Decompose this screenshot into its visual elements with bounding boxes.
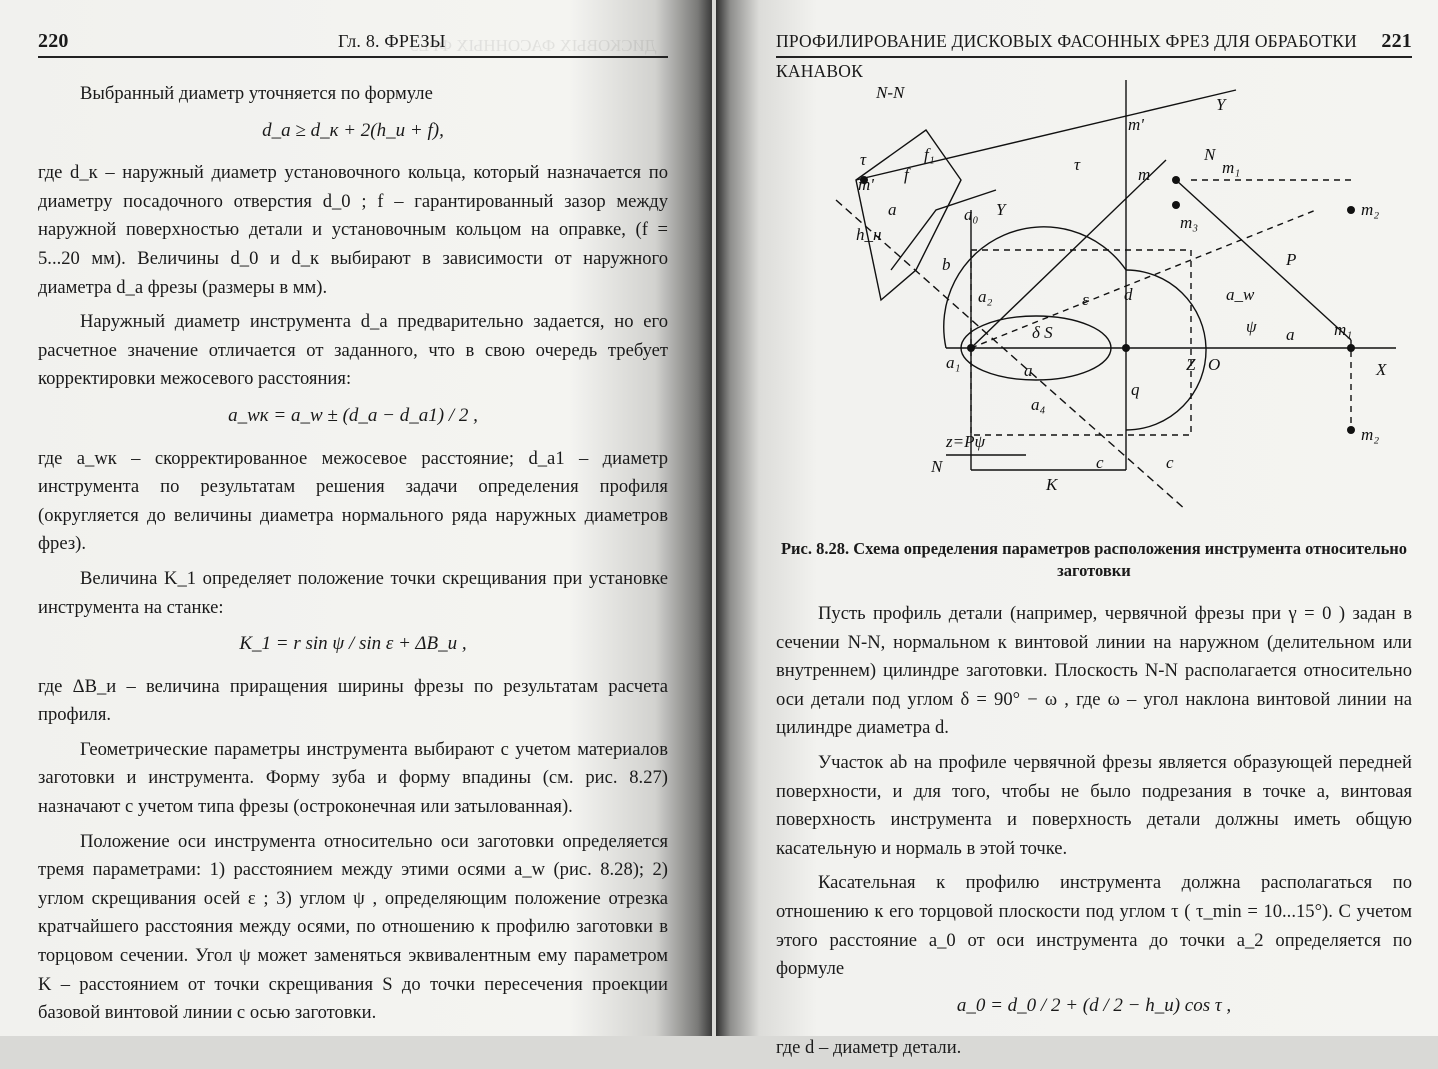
- label-m-prime-top: m': [1128, 115, 1144, 134]
- page-header: [776, 26, 1412, 81]
- tool-outline: [856, 130, 961, 300]
- paragraph: где d – диаметр детали.: [776, 1037, 962, 1059]
- formula: K_1 = r sin ψ / sin ε + ΔB_и ,: [239, 633, 467, 655]
- label-n-low: N: [931, 457, 943, 476]
- paragraph: где d_к – наружный диаметр установочного кольца, который назначается по диаметру посадочного отверстия d_0 ; f – гарантированный зазор между наружной поверхностью детали и установочным кольцом на оправке, (f = 5...20 мм). Величины d_0 и d_к выбирают в зависимости от наружного диаметра d_a фрезы (размеры в мм).: [38, 162, 668, 298]
- label-x: X: [1376, 360, 1387, 379]
- page-number: 220: [38, 30, 69, 52]
- label-d: d: [1124, 285, 1133, 304]
- paragraph: Пусть профиль детали (например, червячной фрезы при γ = 0 ) задан в сечении N-N, нормальном к винтовой линии на наружном (делительном или внутреннем) цилиндре заготовки. Плоскость N-N располагается относительно оси детали под углом δ = 90° − ω , где ω – угол наклона винтовой линии на цилиндре диаметра d.: [776, 603, 1412, 739]
- page-body: [38, 80, 668, 1034]
- paragraph: Геометрические параметры инструмента выбирают с учетом материалов заготовки и инструмента. Форму зуба и форму впадины (см. рис. 8.27) назначают с учетом типа фрезы (остроконечная или затылованная).: [38, 738, 668, 818]
- label-o: O: [1208, 355, 1221, 374]
- label-m2-low: m₂: [1361, 425, 1380, 444]
- label-y-tool: Y: [996, 200, 1006, 219]
- label-delta-s: δ S: [1032, 323, 1053, 342]
- diagram-points: [860, 176, 1355, 434]
- projection-rect: [971, 250, 1191, 435]
- formula: a_wк = a_w ± (d_a − d_a1) / 2 ,: [228, 404, 478, 426]
- paragraph: Касательная к профилю инструмента должна располагаться по отношению к его торцовой плоскости под углом τ ( τ_min = 10...15°). С учетом этого расстояние a_0 от оси инструмента до точки a_2 определяется по формуле: [776, 872, 1412, 980]
- label-a: a: [888, 200, 897, 219]
- formula: a_0 = d_0 / 2 + (d / 2 − h_и) cos τ ,: [956, 994, 1232, 1016]
- label-psi: ψ: [1246, 317, 1257, 336]
- label-a-right: a: [1286, 325, 1295, 344]
- label-tau-2: τ: [1074, 155, 1081, 174]
- label-epsilon: ε: [1082, 290, 1089, 309]
- label-z: Z: [1186, 355, 1196, 374]
- dashed-line: [971, 210, 1316, 348]
- figure-caption: Рис. 8.28. Схема определения параметров расположения инструмента относительно заготовки: [780, 539, 1408, 580]
- label-c-2: c: [1166, 453, 1174, 472]
- tangent-line: [856, 90, 1236, 180]
- label-m: m: [1138, 165, 1151, 184]
- label-q: q: [1131, 380, 1140, 399]
- label-f: f: [904, 165, 909, 184]
- label-p: P: [1286, 250, 1297, 269]
- page-number: 221: [1381, 30, 1412, 52]
- label-b: b: [942, 255, 951, 274]
- label-nn: N-N: [876, 83, 905, 102]
- left-page: [0, 0, 712, 1036]
- bleed-through-text: ДИСКОВЫХ ФАСОННЫХ ФРЕЗ: [410, 36, 657, 55]
- label-f1: f₁: [924, 145, 935, 164]
- label-c: c: [1096, 453, 1104, 472]
- page-body: [776, 600, 1412, 1069]
- label-m3: m₃: [1180, 213, 1199, 232]
- label-y: Y: [1216, 95, 1226, 114]
- label-aw: a_w: [1226, 285, 1255, 304]
- label-a-low: a: [1024, 361, 1033, 380]
- m1-line: [1176, 180, 1351, 340]
- paragraph: где ΔB_и – величина приращения ширины фрезы по результатам расчета профиля.: [38, 675, 668, 726]
- label-a0: a₀: [964, 205, 979, 224]
- page-header: [38, 26, 668, 58]
- running-title: Гл. 8. ФРЕЗЫ: [338, 31, 446, 51]
- formula: d_a ≥ d_к + 2(h_и + f),: [262, 119, 444, 141]
- paragraph: Положение оси инструмента относительно оси заготовки определяется тремя параметрами: 1) расстоянием между этими осями a_w (рис. 8.28); 2) углом скрещивания осей ε ; 3) углом ψ , определяющим положение отрезка кратчайшего расстояния между осями, по отношению к профилю заготовки в торцовом сечении. Угол ψ может заменяться эквивалентным ему параметром K – расстоянием от точки скрещивания S до точки пересечения проекции базовой винтовой линии с осью заготовки.: [38, 830, 668, 1024]
- label-n-top: N: [1204, 145, 1216, 164]
- label-z-eq: z=Pψ: [946, 432, 986, 451]
- paragraph: Наружный диаметр инструмента d_a предварительно задается, но его расчетное значение отличается от заданного, что в свою очередь требует корректировки межосевого расстояния:: [38, 311, 668, 390]
- figure-8-28-diagram: [796, 70, 1416, 530]
- paragraph: Величина K_1 определяет положение точки скрещивания при установке инструмента на станке:: [38, 567, 668, 618]
- label-m1-top: m₁: [1222, 158, 1241, 177]
- label-hn: h_н: [856, 225, 882, 244]
- dashed-axis: [836, 200, 1186, 510]
- paragraph: Выбранный диаметр уточняется по формуле: [80, 83, 433, 104]
- label-m1: m₁: [1334, 320, 1353, 339]
- right-page: [716, 0, 1438, 1059]
- running-title: ПРОФИЛИРОВАНИЕ ДИСКОВЫХ ФАСОННЫХ ФРЕЗ ДЛЯ ОБРАБОТКИ КАНАВОК: [776, 31, 1358, 81]
- label-tau: τ: [860, 150, 867, 169]
- label-m2-top: m₂: [1361, 200, 1380, 219]
- paragraph: где a_wк – скорректированное межосевое расстояние; d_a1 – диаметр инструмента по результатам решения задачи определения профиля (округляется до величины диаметра нормального ряда наружных диаметров фрез).: [38, 447, 668, 555]
- label-a4: a₄: [1031, 395, 1046, 414]
- label-a1: a₁: [946, 353, 961, 372]
- label-m-prime: m': [858, 175, 874, 194]
- paragraph: Участок ab на профиле червячной фрезы является образующей передней поверхности, и для того, чтобы не было подрезания в точке a, винтовая поверхность инструмента и поверхность детали должны иметь общую касательную и нормаль в этой точке.: [776, 751, 1412, 859]
- label-a2: a₂: [978, 287, 993, 306]
- label-k: K: [1046, 475, 1058, 494]
